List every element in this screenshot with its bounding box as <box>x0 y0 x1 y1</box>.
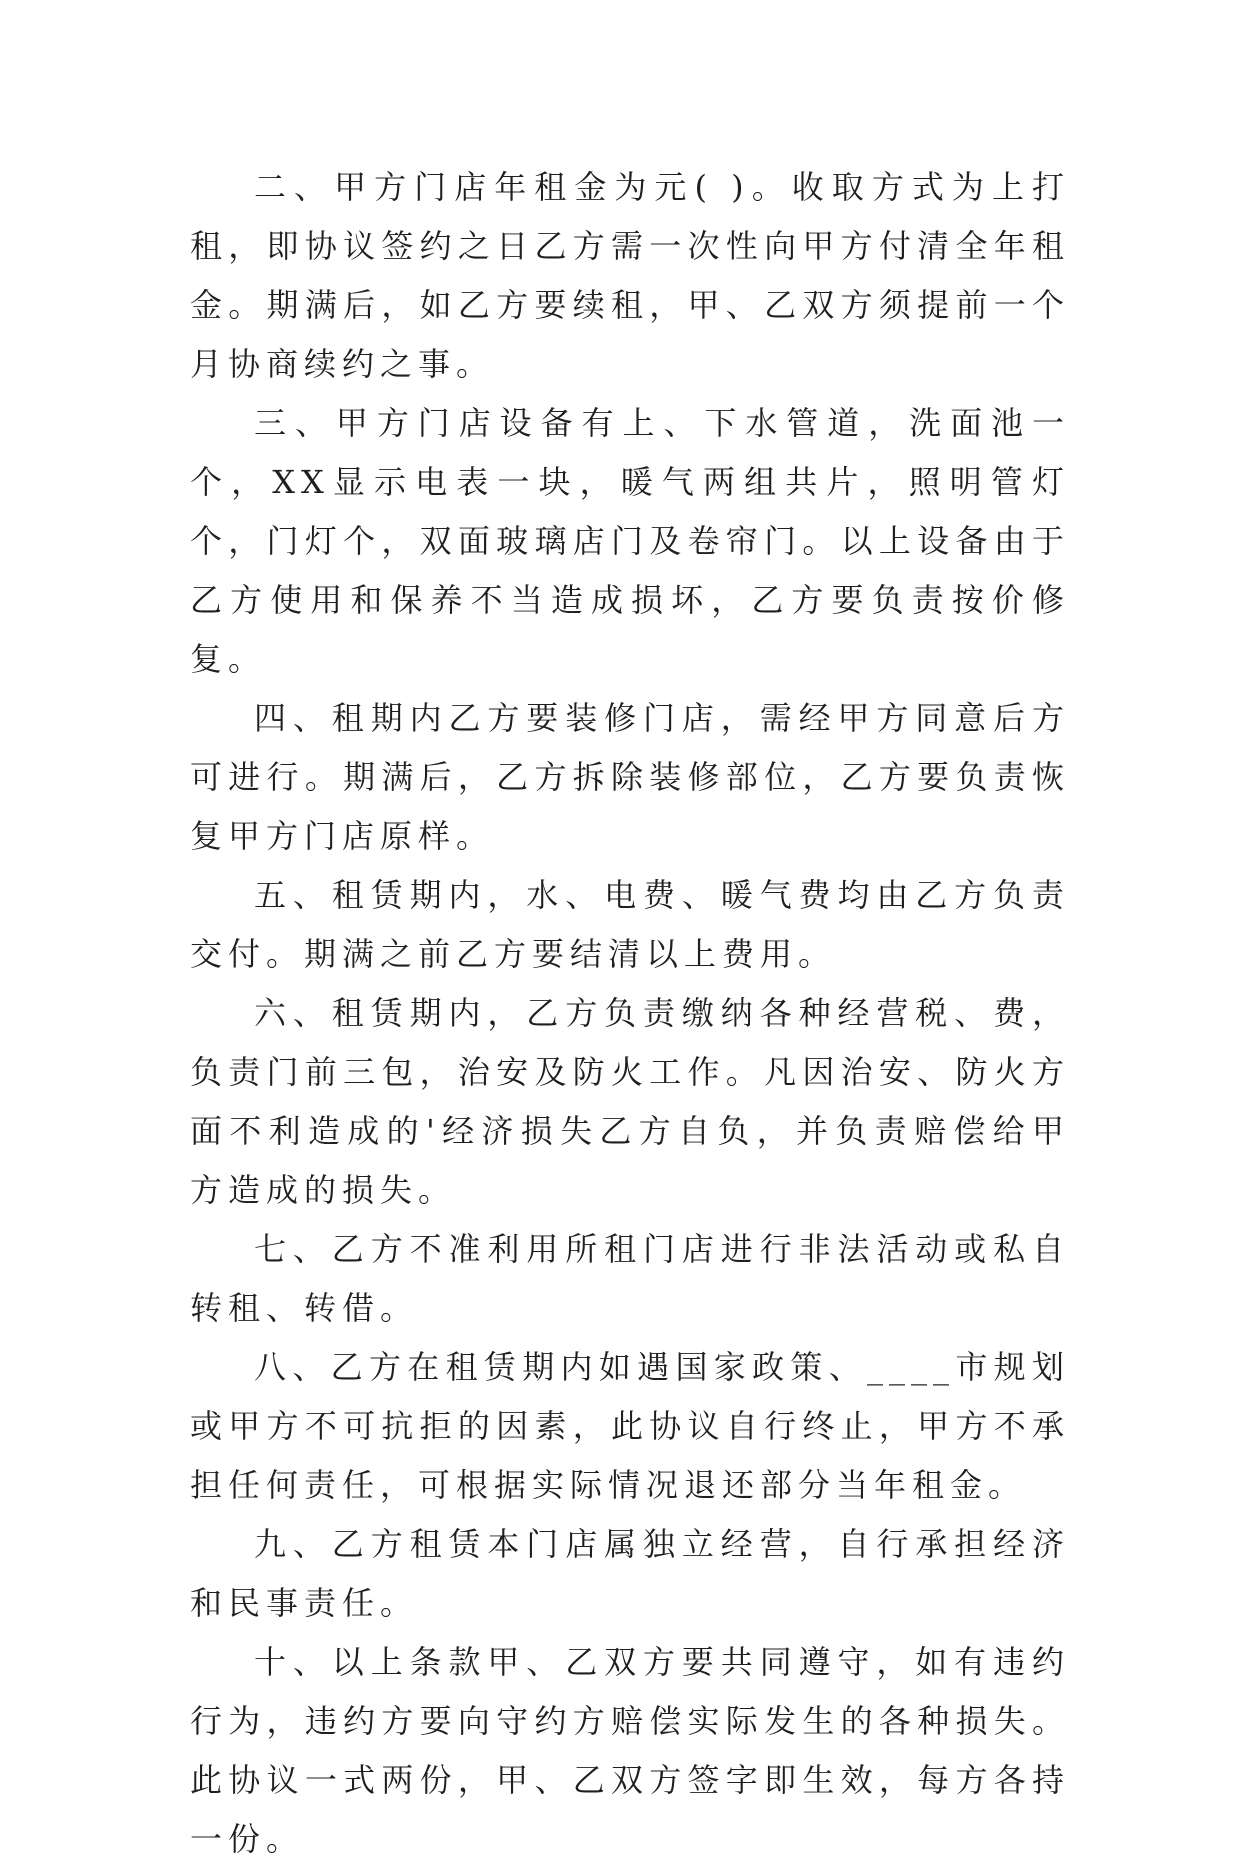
clause-4: 四、租期内乙方要装修门店，需经甲方同意后方可进行。期满后，乙方拆除装修部位，乙方要负责恢复甲方门店原样。 <box>190 699 1070 855</box>
clause-6: 六、租赁期内，乙方负责缴纳各种经营税、费，负责门前三包，治安及防火工作。凡因治安、防火方面不利造成的'经济损失乙方自负，并负责赔偿给甲方造成的损失。 <box>190 994 1070 1209</box>
clause-9: 九、乙方租赁本门店属独立经营，自行承担经济和民事责任。 <box>190 1525 1070 1622</box>
document-body <box>190 158 1070 1869</box>
clause-10: 十、以上条款甲、乙双方要共同遵守，如有违约行为，违约方要向守约方赔偿实际发生的各种损失。此协议一式两份，甲、乙双方签字即生效，每方各持一份。 <box>190 1643 1070 1858</box>
clause-3: 三、甲方门店设备有上、下水管道，洗面池一个，XX显示电表一块，暖气两组共片，照明管灯个，门灯个，双面玻璃店门及卷帘门。以上设备由于乙方使用和保养不当造成损坏，乙方要负责按价修复。 <box>190 404 1070 678</box>
clause-8: 八、乙方在租赁期内如遇国家政策、____市规划或甲方不可抗拒的因素，此协议自行终止，甲方不承担任何责任，可根据实际情况退还部分当年租金。 <box>190 1348 1070 1504</box>
clause-5: 五、租赁期内，水、电费、暖气费均由乙方负责交付。期满之前乙方要结清以上费用。 <box>190 876 1070 973</box>
clause-2: 二、甲方门店年租金为元( )。收取方式为上打租，即协议签约之日乙方需一次性向甲方付清全年租金。期满后，如乙方要续租，甲、乙双方须提前一个月协商续约之事。 <box>190 168 1070 383</box>
clause-7: 七、乙方不准利用所租门店进行非法活动或私自转租、转借。 <box>190 1230 1070 1327</box>
